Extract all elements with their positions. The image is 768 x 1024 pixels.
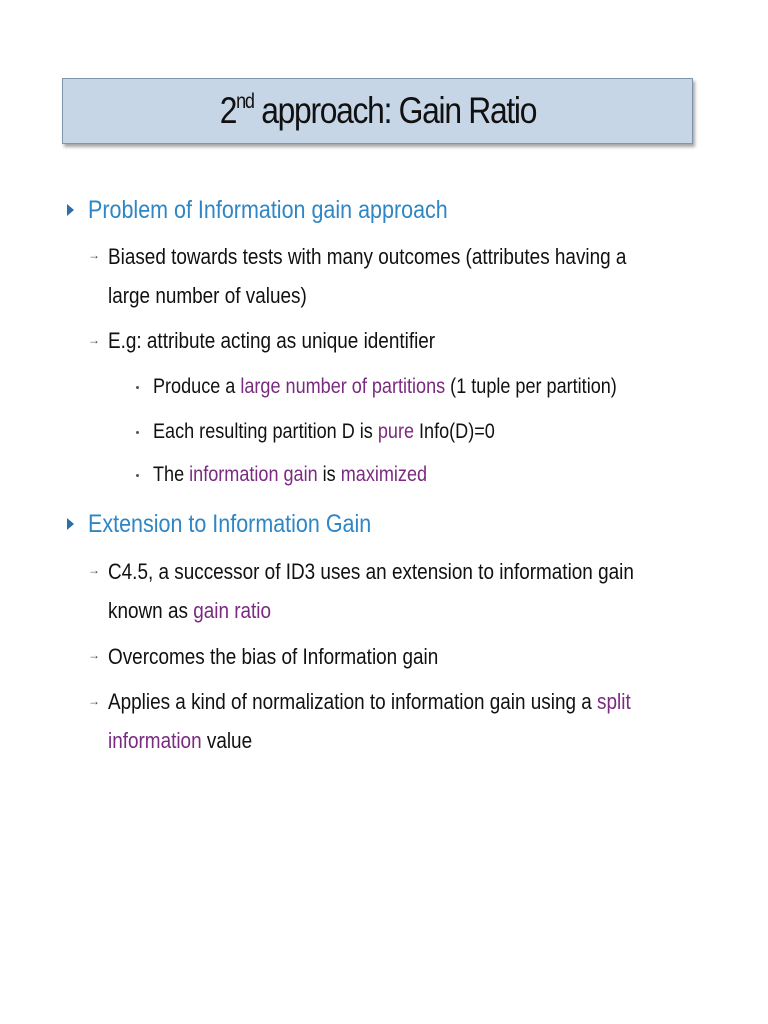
item-line: information value: [108, 728, 253, 753]
section-bullet-icon: [67, 518, 74, 530]
subitem-line: Each resulting partition D is pure Info(D)=0: [153, 420, 495, 443]
arrow-bullet-icon: →: [88, 563, 100, 577]
section-heading: Problem of Information gain approach: [88, 196, 448, 224]
item-line: Biased towards tests with many outcomes (attributes having a: [108, 244, 627, 269]
item-line: large number of values): [108, 283, 307, 308]
arrow-bullet-icon: →: [88, 694, 100, 708]
section-bullet-icon: [67, 204, 74, 216]
arrow-bullet-icon: →: [88, 648, 100, 662]
arrow-bullet-icon: →: [88, 248, 100, 262]
arrow-bullet-icon: →: [88, 333, 100, 347]
dot-bullet-icon: [136, 431, 139, 434]
dot-bullet-icon: [136, 474, 139, 477]
item-line: Overcomes the bias of Information gain: [108, 644, 439, 669]
item-line: known as gain ratio: [108, 598, 272, 623]
subitem-line: Produce a large number of partitions (1 tuple per partition): [153, 375, 617, 398]
title-banner: [62, 78, 693, 144]
item-line: C4.5, a successor of ID3 uses an extension to information gain: [108, 559, 634, 584]
item-line: Applies a kind of normalization to information gain using a split: [108, 689, 631, 714]
subitem-line: The information gain is maximized: [153, 463, 428, 486]
dot-bullet-icon: [136, 386, 139, 389]
item-line: E.g: attribute acting as unique identifier: [108, 328, 436, 353]
slide-title: 2nd approach: Gain Ratio: [219, 90, 536, 131]
section-heading: Extension to Information Gain: [88, 510, 372, 538]
